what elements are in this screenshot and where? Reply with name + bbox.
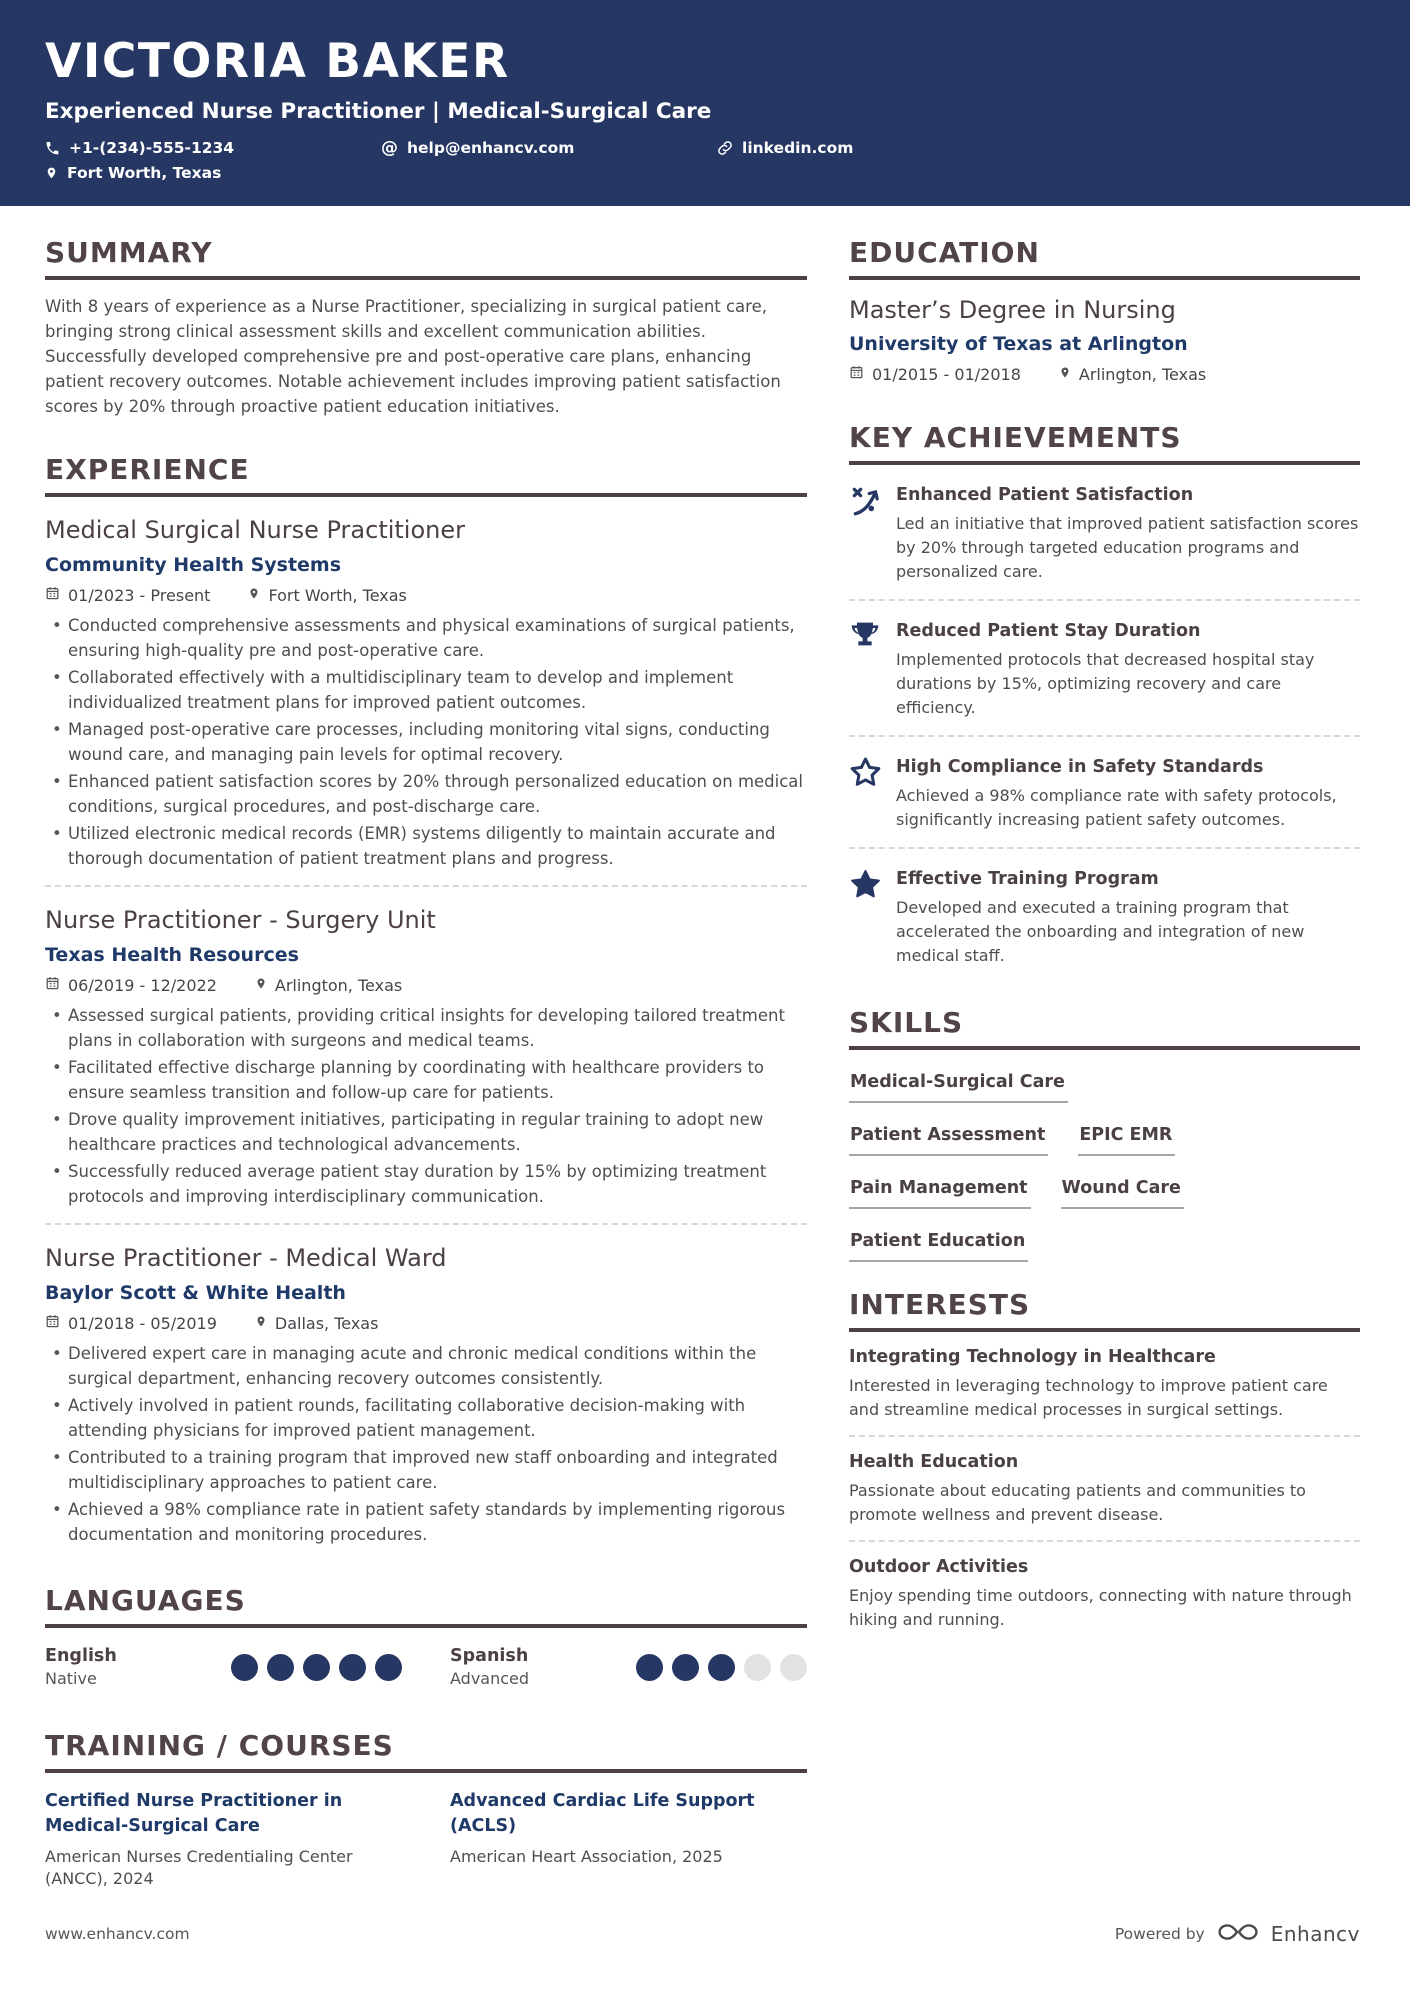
calendar-icon	[45, 585, 60, 605]
skill-row	[849, 1231, 1360, 1262]
job-dates-text: 01/2018 - 05/2019	[68, 1313, 217, 1333]
skill-row	[849, 1125, 1360, 1156]
phone[interactable]	[45, 139, 381, 157]
interest-text: Passionate about educating patients and communities to promote wellness and prevent disease.	[849, 1481, 1306, 1524]
location-icon	[255, 976, 267, 995]
course-entry	[450, 1789, 807, 1891]
summary-section	[45, 236, 807, 419]
job-bullets	[45, 1004, 807, 1209]
star-icon	[849, 865, 896, 968]
job-bullets	[45, 614, 807, 871]
job-title: Nurse Practitioner - Medical Ward	[45, 1244, 447, 1272]
interest-entry	[849, 1452, 1360, 1527]
language-dot	[339, 1654, 366, 1681]
job-location	[255, 976, 402, 995]
bullet-item: • Utilized electronic medical records (EMR) systems diligently to maintain accurate and thorough documentation of patient treatment plans and progress.	[45, 822, 807, 871]
powered-by	[1115, 1919, 1360, 1949]
achievement-text: Implemented protocols that decreased hospital stay durations by 15%, optimizing recovery and care efficiency.	[896, 650, 1315, 717]
bullet-item: • Actively involved in patient rounds, facilitating collaborative decision-making with attending physicians for improved patient management.	[45, 1394, 807, 1443]
language-dot	[636, 1654, 663, 1681]
interest-separator	[849, 1540, 1360, 1542]
job-company: Baylor Scott & White Health	[45, 1282, 346, 1304]
language-dots	[231, 1654, 402, 1681]
job-bullets	[45, 1342, 807, 1547]
job-meta	[45, 1313, 807, 1333]
email-address: help@enhancv.com	[407, 139, 575, 157]
job-location-text: Fort Worth, Texas	[268, 585, 407, 605]
email[interactable]	[381, 139, 717, 157]
interests-section	[849, 1288, 1360, 1632]
interest-separator	[849, 1435, 1360, 1437]
job-dates	[45, 1313, 217, 1333]
achievement-body	[896, 617, 1360, 720]
bullet-item: • Collaborated effectively with a multidisciplinary team to develop and implement individualized treatment plans for improved patient outcomes.	[45, 666, 807, 715]
link-icon	[717, 140, 733, 156]
bullet-item: • Achieved a 98% compliance rate in patient safety standards by implementing rigorous documentation and monitoring procedures.	[45, 1498, 807, 1547]
skill-item: Patient Education	[849, 1231, 1028, 1262]
header	[0, 0, 1410, 206]
language-labels	[450, 1646, 529, 1688]
star-outline-icon	[849, 753, 896, 832]
course-org: American Nurses Credentialing Center (ANCC), 2024	[45, 1847, 353, 1889]
languages-heading: LANGUAGES	[45, 1584, 807, 1628]
location-text: Fort Worth, Texas	[67, 164, 222, 182]
language-entry	[45, 1646, 402, 1688]
job-location	[255, 1314, 379, 1333]
achievements-heading: KEY ACHIEVEMENTS	[849, 421, 1360, 465]
skill-item: Patient Assessment	[849, 1125, 1048, 1156]
calendar-icon	[45, 1313, 60, 1333]
footer	[45, 1919, 1360, 1949]
language-dot	[303, 1654, 330, 1681]
calendar-icon	[849, 364, 864, 384]
language-dot	[780, 1654, 807, 1681]
linkedin-url: linkedin.com	[742, 139, 854, 157]
headline: Experienced Nurse Practitioner | Medical-Surgical Care	[45, 99, 712, 124]
job-company: Texas Health Resources	[45, 944, 299, 966]
skill-item: Medical-Surgical Care	[849, 1072, 1068, 1103]
language-name: Spanish	[450, 1646, 529, 1666]
achievements-section	[849, 421, 1360, 968]
bullet-item: • Successfully reduced average patient stay duration by 15% by optimizing treatment protocols and improving interdisciplinary communication.	[45, 1160, 807, 1209]
skill-item: Pain Management	[849, 1178, 1031, 1209]
language-level: Native	[45, 1669, 97, 1688]
at-icon: @	[381, 137, 398, 158]
language-entry	[450, 1646, 807, 1688]
school: University of Texas at Arlington	[849, 333, 1188, 355]
skills-heading: SKILLS	[849, 1006, 1360, 1050]
job-title: Medical Surgical Nurse Practitioner	[45, 516, 465, 544]
skill-item: EPIC EMR	[1078, 1125, 1175, 1156]
achievement-separator	[849, 847, 1360, 849]
enhancv-logo-icon	[1216, 1919, 1260, 1949]
language-dot	[375, 1654, 402, 1681]
powered-by-label: Powered by	[1114, 1925, 1205, 1943]
location	[45, 164, 221, 182]
bullet-item: • Enhanced patient satisfaction scores by 20% through personalized education on medical conditions, surgical procedures, and post-discharge care.	[45, 770, 807, 819]
calendar-icon	[45, 975, 60, 995]
job-entry	[45, 1243, 807, 1547]
trophy-icon	[849, 617, 896, 720]
course-title: Advanced Cardiac Life Support (ACLS)	[450, 1791, 755, 1836]
interest-title: Health Education	[849, 1452, 1019, 1472]
achievement-title: Effective Training Program	[896, 869, 1159, 889]
course-grid	[45, 1789, 807, 1891]
achievement-entry	[849, 617, 1360, 720]
bullet-item: • Delivered expert care in managing acute and chronic medical conditions within the surgical department, enhancing recovery outcomes consistently.	[45, 1342, 807, 1391]
right-column	[849, 236, 1360, 1891]
job-meta	[45, 975, 807, 995]
linkedin[interactable]	[717, 139, 853, 157]
education-dates-text: 01/2015 - 01/2018	[872, 364, 1021, 384]
language-labels	[45, 1646, 117, 1688]
bullet-item: • Assessed surgical patients, providing critical insights for developing tailored treatment plans in collaboration with surgeons and medical teams.	[45, 1004, 807, 1053]
achievement-entry	[849, 865, 1360, 968]
experience-section	[45, 453, 807, 1547]
bullet-item: • Contributed to a training program that improved new staff onboarding and integrated multidisciplinary approaches to patient care.	[45, 1446, 807, 1495]
contact-row-1	[45, 139, 1360, 157]
skill-row	[849, 1178, 1360, 1209]
interest-entry	[849, 1557, 1360, 1632]
achievement-text: Led an initiative that improved patient satisfaction scores by 20% through targeted education programs and personalized care.	[896, 514, 1359, 581]
skill-item: Wound Care	[1061, 1178, 1184, 1209]
job-separator	[45, 885, 807, 887]
language-dot	[744, 1654, 771, 1681]
location-icon	[248, 586, 260, 605]
languages-grid	[45, 1646, 807, 1688]
language-name: English	[45, 1646, 117, 1666]
job-dates-text: 01/2023 - Present	[68, 585, 211, 605]
education-heading: EDUCATION	[849, 236, 1360, 280]
education-dates	[849, 364, 1021, 384]
degree: Master’s Degree in Nursing	[849, 296, 1176, 324]
job-meta	[45, 585, 807, 605]
language-dot	[672, 1654, 699, 1681]
strategy-icon	[849, 481, 896, 584]
phone-number: +1-(234)-555-1234	[69, 139, 235, 157]
achievement-text: Achieved a 98% compliance rate with safety protocols, significantly increasing patient safety outcomes.	[896, 786, 1337, 829]
location-icon	[1059, 365, 1071, 384]
bullet-item: • Facilitated effective discharge planning by coordinating with healthcare providers to ensure seamless transition and follow-up care for patients.	[45, 1056, 807, 1105]
languages-section	[45, 1584, 807, 1688]
achievement-entry	[849, 481, 1360, 584]
achievement-title: High Compliance in Safety Standards	[896, 757, 1264, 777]
interest-title: Integrating Technology in Healthcare	[849, 1347, 1216, 1367]
job-entry	[45, 515, 807, 871]
achievement-separator	[849, 599, 1360, 601]
bullet-item: • Managed post-operative care processes, including monitoring vital signs, conducting wound care, and managing pain levels for optimal recovery.	[45, 718, 807, 767]
language-level: Advanced	[450, 1669, 530, 1688]
language-dot	[708, 1654, 735, 1681]
job-dates-text: 06/2019 - 12/2022	[68, 975, 217, 995]
phone-icon	[45, 141, 60, 156]
job-dates	[45, 975, 217, 995]
language-dot	[231, 1654, 258, 1681]
location-icon	[255, 1314, 267, 1333]
interest-text: Enjoy spending time outdoors, connecting with nature through hiking and running.	[849, 1586, 1352, 1629]
achievement-body	[896, 865, 1360, 968]
experience-heading: EXPERIENCE	[45, 453, 807, 497]
left-column	[45, 236, 807, 1891]
interest-text: Interested in leveraging technology to improve patient care and streamline medical processes in surgical settings.	[849, 1376, 1328, 1419]
training-section	[45, 1729, 807, 1891]
education-location-text: Arlington, Texas	[1078, 364, 1207, 384]
job-location-text: Arlington, Texas	[274, 975, 403, 995]
job-separator	[45, 1223, 807, 1225]
interest-entry	[849, 1347, 1360, 1422]
candidate-name: VICTORIA BAKER	[45, 34, 510, 89]
language-dot	[267, 1654, 294, 1681]
job-location-text: Dallas, Texas	[274, 1313, 379, 1333]
job-location	[248, 586, 406, 605]
job-company: Community Health Systems	[45, 554, 342, 576]
course-org: American Heart Association, 2025	[450, 1847, 723, 1866]
achievement-body	[896, 481, 1360, 584]
achievement-separator	[849, 735, 1360, 737]
job-dates	[45, 585, 210, 605]
education-meta	[849, 364, 1360, 384]
contact-row-2	[45, 164, 1360, 182]
bullet-item: • Drove quality improvement initiatives, participating in regular training to adopt new healthcare practices and technological advancements.	[45, 1108, 807, 1157]
education-section	[849, 236, 1360, 384]
course-entry	[45, 1789, 402, 1891]
bullet-item: • Conducted comprehensive assessments and physical examinations of surgical patients, ensuring high-quality pre and post-operative care.	[45, 614, 807, 663]
brand-name[interactable]: Enhancv	[1270, 1922, 1360, 1946]
achievement-entry	[849, 753, 1360, 832]
achievement-title: Enhanced Patient Satisfaction	[896, 485, 1194, 505]
footer-url[interactable]: www.enhancv.com	[45, 1925, 190, 1943]
location-icon	[45, 165, 58, 181]
skill-row	[849, 1072, 1360, 1103]
job-entry	[45, 905, 807, 1209]
interests-heading: INTERESTS	[849, 1288, 1360, 1332]
education-location	[1059, 365, 1206, 384]
resume-body	[0, 206, 1410, 1891]
summary-text: With 8 years of experience as a Nurse Practitioner, specializing in surgical patient care, bringing strong clinical assessment skills and excellent communication abilities. Successfully developed comprehensive pre and post-operative care plans, enhancing patient recovery outcomes. Notable achievement includes improving patient satisfaction scores by 20% through proactive patient education initiatives.	[45, 297, 781, 416]
interest-title: Outdoor Activities	[849, 1557, 1029, 1577]
job-title: Nurse Practitioner - Surgery Unit	[45, 906, 436, 934]
skills-section	[849, 1006, 1360, 1262]
achievement-title: Reduced Patient Stay Duration	[896, 621, 1201, 641]
course-title: Certified Nurse Practitioner in Medical-Surgical Care	[45, 1791, 343, 1836]
achievement-text: Developed and executed a training program that accelerated the onboarding and integration of new medical staff.	[896, 898, 1305, 965]
training-heading: TRAINING / COURSES	[45, 1729, 807, 1773]
achievement-body	[896, 753, 1360, 832]
skill-list	[849, 1072, 1360, 1262]
summary-heading: SUMMARY	[45, 236, 807, 280]
language-dots	[636, 1654, 807, 1681]
